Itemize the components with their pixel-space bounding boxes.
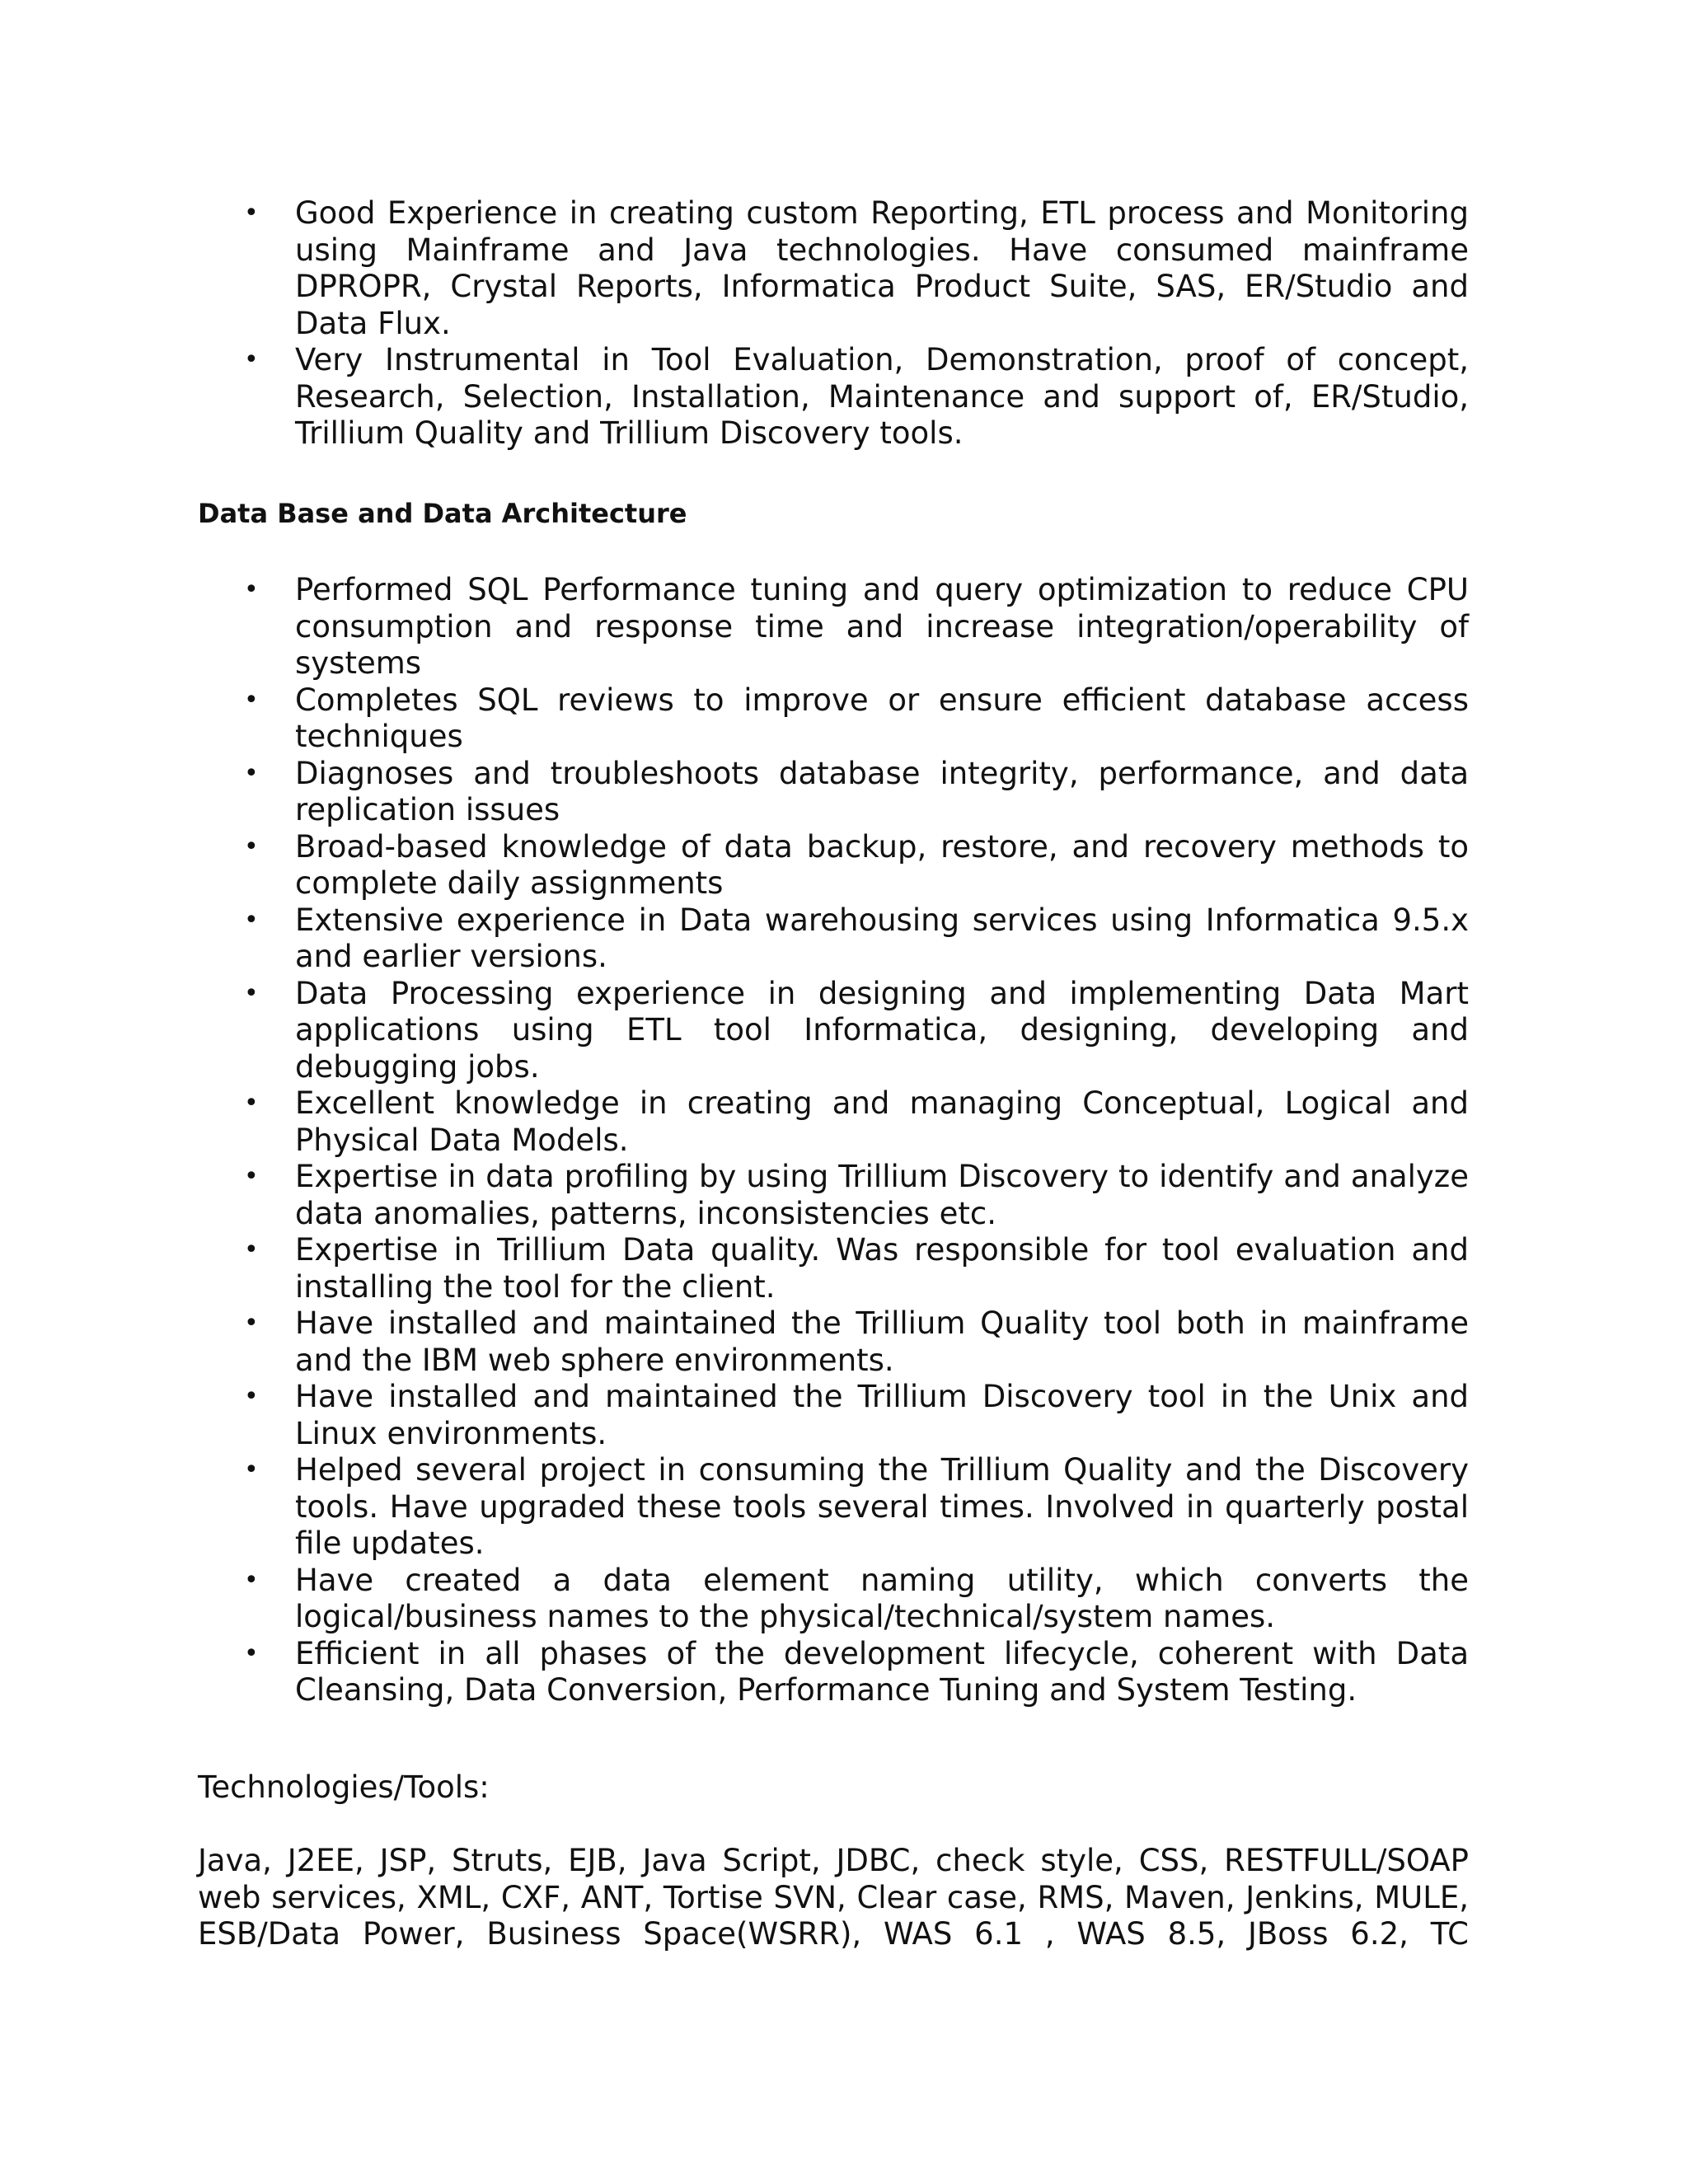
list-item (198, 902, 1469, 976)
intro-bullet-list (198, 195, 1469, 452)
bullet-text: Have created a data element naming utility, which converts the logical/business names to the physical/technical/system names. (295, 1562, 1469, 1634)
bullet-text: Helped several project in consuming the Trillium Quality and the Discovery tools. Have upgraded these tools several times. Involved in quarterly postal file updates. (295, 1452, 1469, 1561)
list-item (198, 1452, 1469, 1563)
bullet-marker: • (244, 1455, 259, 1484)
bullet-marker: • (244, 1309, 259, 1338)
list-item (198, 976, 1469, 1086)
bullet-marker: • (244, 1089, 259, 1118)
bullet-text: Performed SQL Performance tuning and query optimization to reduce CPU consumption and response time and increase integration/operability of systems (295, 572, 1469, 681)
list-item (198, 682, 1469, 756)
bullet-marker: • (244, 345, 259, 374)
list-item (198, 572, 1469, 682)
bullet-marker: • (244, 758, 259, 788)
bullet-marker: • (244, 1565, 259, 1595)
bullet-text: Expertise in data profiling by using Trillium Discovery to identify and analyze data anomalies, patterns, inconsistencies etc. (295, 1159, 1469, 1231)
bullet-marker: • (244, 199, 259, 227)
bullet-text: Extensive experience in Data warehousing services using Informatica 9.5.x and earlier versions. (295, 902, 1469, 974)
bullet-marker: • (244, 1235, 259, 1264)
list-item (198, 1159, 1469, 1232)
bullet-marker: • (244, 978, 259, 1008)
bullet-marker: • (244, 832, 259, 861)
list-item (198, 1636, 1469, 1709)
bullet-text: Have installed and maintained the Trillium Discovery tool in the Unix and Linux environments. (295, 1379, 1469, 1451)
bullet-text: Expertise in Trillium Data quality. Was responsible for tool evaluation and installing the tool for the client. (295, 1232, 1469, 1305)
list-item (198, 1305, 1469, 1379)
bullet-text: Completes SQL reviews to improve or ensure efficient database access techniques (295, 682, 1469, 754)
bullet-text: Diagnoses and troubleshoots database integrity, performance, and data replication issues (295, 755, 1469, 827)
bullet-text: Have installed and maintained the Trillium Quality tool both in mainframe and the IBM web sphere environments. (295, 1305, 1469, 1378)
bullet-text: Broad-based knowledge of data backup, restore, and recovery methods to complete daily assignments (295, 828, 1469, 901)
list-item (198, 829, 1469, 902)
list-item (198, 1085, 1469, 1159)
list-item (198, 756, 1469, 829)
list-item (198, 342, 1469, 452)
bullet-text: Data Processing experience in designing and implementing Data Mart applications using ETL tool Informatica, designing, developing and debugging jobs. (295, 975, 1469, 1085)
bullet-text: Good Experience in creating custom Reporting, ETL process and Monitoring using Mainframe and Java technologies. Have consumed mainframe DPROPR, Crystal Reports, Informatica Product Suite, SAS, ER/Studio and Data Flux. (295, 195, 1469, 341)
database-bullet-list (198, 572, 1469, 1709)
bullet-text: Very Instrumental in Tool Evaluation, Demonstration, proof of concept, Research, Selection, Installation, Maintenance and support of, ER/Studio, Trillium Quality and Trillium Discovery tools. (295, 342, 1469, 451)
bullet-marker: • (244, 1382, 259, 1411)
bullet-marker: • (244, 685, 259, 715)
list-item (198, 1232, 1469, 1305)
bullet-text: Efficient in all phases of the development lifecycle, coherent with Data Cleansing, Data Conversion, Performance Tuning and System Testing. (295, 1635, 1469, 1708)
technologies-list: Java, J2EE, JSP, Struts, EJB, Java Script, JDBC, check style, CSS, RESTFULL/SOAP web services, XML, CXF, ANT, Tortise SVN, Clear case, RMS, Maven, Jenkins, MULE, ESB/Data Power, Business Space(WSRR), WAS 6.1 , WAS 8.5, JBoss 6.2, TC (198, 1843, 1469, 1952)
bullet-marker: • (244, 575, 259, 604)
bullet-marker: • (244, 1638, 259, 1668)
list-item (198, 1379, 1469, 1452)
technologies-heading: Technologies/Tools: (198, 1769, 490, 1805)
list-item (198, 1563, 1469, 1636)
bullet-marker: • (244, 1162, 259, 1191)
list-item (198, 195, 1469, 342)
bullet-text: Excellent knowledge in creating and managing Conceptual, Logical and Physical Data Models. (295, 1085, 1469, 1158)
bullet-marker: • (244, 905, 259, 935)
section-heading-database: Data Base and Data Architecture (198, 498, 687, 529)
